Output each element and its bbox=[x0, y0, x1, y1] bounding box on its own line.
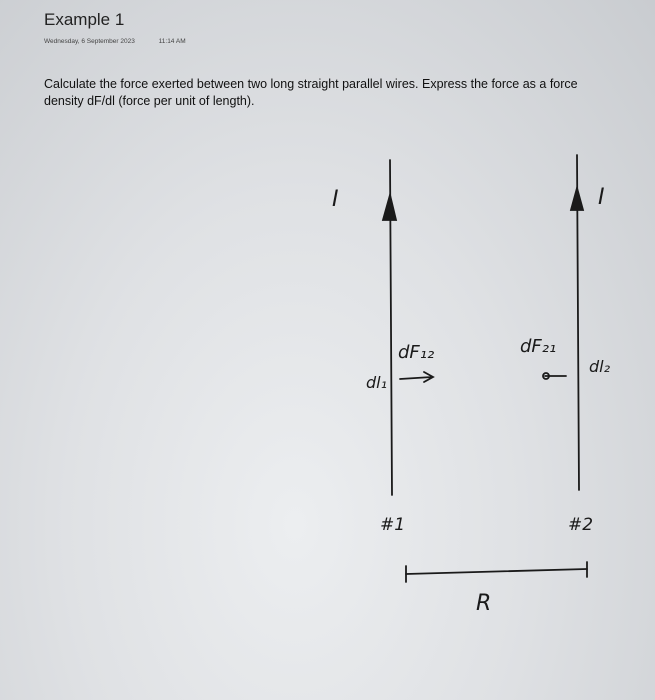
force-21-label: dF₂₁ bbox=[520, 336, 557, 357]
separation-line bbox=[406, 569, 587, 574]
question-text: Calculate the force exerted between two long straight parallel wires. Express the force as a force density dF/dl (force per unit of length). bbox=[44, 77, 578, 108]
page-time: 11:14 AM bbox=[158, 38, 186, 45]
wire-2-element-label: dl₂ bbox=[589, 357, 611, 376]
wire-2-current-arrow bbox=[571, 188, 583, 210]
wire-2-current-label: I bbox=[598, 185, 605, 210]
separation-label: R bbox=[476, 591, 492, 616]
force-12-label: dF₁₂ bbox=[398, 342, 435, 363]
wire-1-current-label: I bbox=[332, 187, 339, 212]
wire-1-current-arrow bbox=[383, 195, 396, 220]
wire-1-name-label: #1 bbox=[380, 515, 406, 535]
wire-1-element-label: dl₁ bbox=[366, 373, 388, 392]
wire-2-name-label: #2 bbox=[568, 515, 594, 535]
page-title: Example 1 bbox=[44, 10, 125, 29]
page-date: Wednesday, 6 September 2023 bbox=[44, 38, 135, 45]
force-12-arrow bbox=[400, 372, 433, 382]
